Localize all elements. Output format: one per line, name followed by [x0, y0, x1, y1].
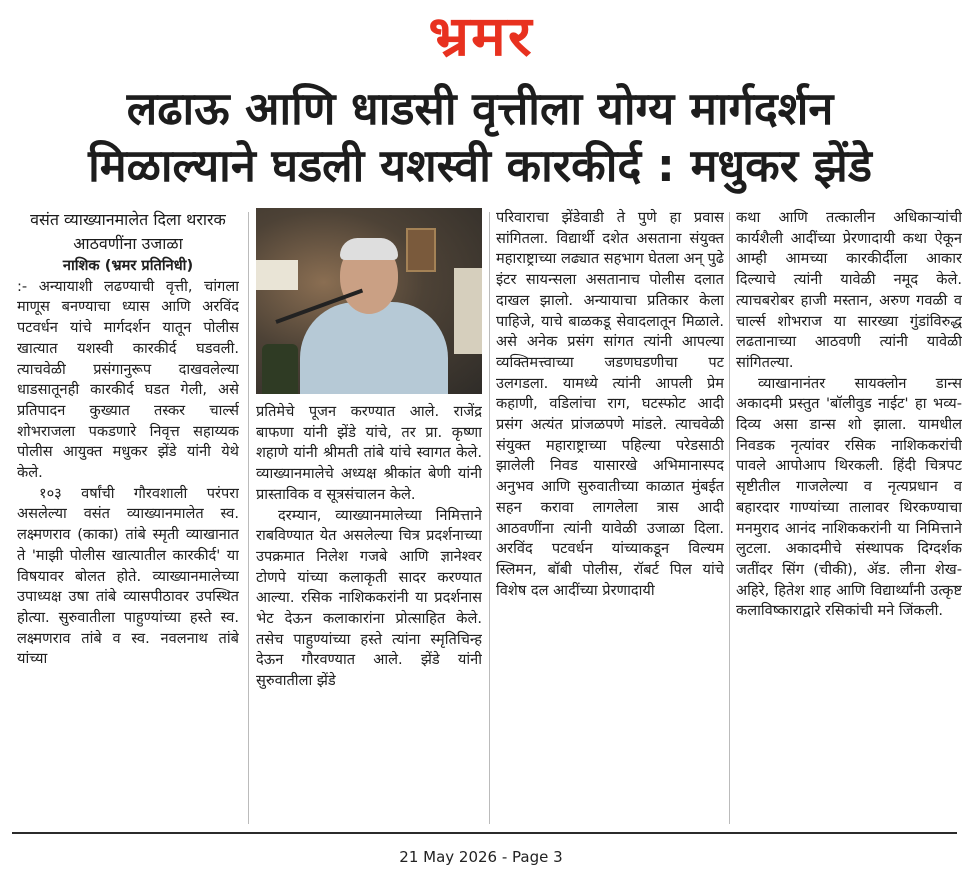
article-column-4	[736, 208, 962, 828]
headline	[30, 80, 930, 194]
paragraph: प्रतिमेचे पूजन करण्यात आले. राजेंद्र बाफणा यांनी झेंडे यांचे, तर प्रा. कृष्णा शहाणे यांनी श्रीमती तांबे यांचे स्वागत केले. व्याख्यानमालेचे अध्यक्ष श्रीकांत बेणी यांनी प्रास्ताविक व सूत्रसंचालन केले.	[256, 403, 482, 503]
paragraph: परिवाराचा झेंडेवाडी ते पुणे हा प्रवास सांगितला. विद्यार्थी दशेत असताना संयुक्त महाराष्ट्राच्या लढ्यात सहभाग घेतला अन् पुढे इंटर सायन्सला असतानाच पोलीस दलात दाखल झालो. अन्यायाचा प्रतिकार केला पाहिजे, याचे बाळकडू सेवादलातून मिळाले. असे अनेक प्रसंग सांगत त्यांनी आपल्या व्यक्तिमत्त्वाच्या जडणघडणीचा पट उलगडला. यामध्ये त्यांनी आपली प्रेम कहाणी, वडिलांचा राग, घटस्फोट आदी प्रसंग अत्यंत प्रांजळपणे मांडले. त्याचवेळी संयुक्त महाराष्ट्राच्या पहिल्या परेडसाठी झालेली निवड यासारखे अभिमानास्पद अनुभव आणि सुरुवातीच्या काळात मुंबईत सहन करावा लागलेला त्रास आदी आठवणींना त्यांनी यावेळी उजाळा दिला. अरविंद पटवर्धन यांच्याकडून विल्यम स्लिमन, बॉबी पोलीस, रॉबर्ट पिल यांचे विशेष दल आदींच्या प्रेरणादायी	[496, 209, 724, 599]
paragraph: कथा आणि तत्कालीन अधिकाऱ्यांची कार्यशैली आदींच्या प्रेरणादायी कथा ऐकून आम्ही आमच्या कारकीर्दीला आकार दिल्याचे त्यांनी यावेळी नमूद केले. त्याचबरोबर हाजी मस्तान, अरुण गवळी व चार्ल्स शोभराज या सारख्या गुंडांविरुद्ध लढतानाच्या आठवणी त्यांनी यावेळी सांगितल्या.	[736, 209, 962, 371]
subheadline: वसंत व्याख्यानमालेत दिला थरारक आठवणींना उजाळा	[30, 210, 226, 253]
paragraph: दरम्यान, व्याख्यानमालेच्या निमित्ताने राबविण्यात येत असलेल्या चित्र प्रदर्शनाच्या उपक्रमात निलेश गजबे आणि ज्ञानेश्वर टोणपे यांच्या कलाकृती सादर करण्यात आल्या. रसिक नाशिककरांनी या प्रदर्शनास भेट देऊन कलाकारांना प्रोत्साहित केले. तसेच पाहुण्यांच्या हस्ते त्यांना स्मृतिचिन्ह देऊन गौरवण्यात आले. झेंडे यांनी सुरुवातीला झेंडे	[256, 506, 482, 690]
column-divider	[489, 212, 490, 824]
headline-line-2: मिळाल्याने घडली यशस्वी कारकीर्द : मधुकर झेंडे	[88, 139, 872, 192]
paragraph: व्याखानानंतर सायक्लोन डान्स अकादमी प्रस्तुत 'बॉलीवुड नाईट' हा भव्य- दिव्य असा डान्स शो झाला. यामधील निवडक नृत्यांवर रसिक नाशिककरांची पावले आपोआप थिरकली. हिंदी चित्रपट सृष्टीतील गाजलेल्या व नृत्यप्रधान व बहारदार गाण्यांच्या तालावर थिरकण्याचा मनमुराद आनंद नाशिककरांनी या निमित्ताने लुटला. अकादमीचे संस्थापक दिग्दर्शक जतींदर सिंग (चीकी), ॲड. लीना शेख- अहिरे, हितेश शाह आणि विद्यार्थ्यांनी उत्कृष्ट कलाविष्काराद्वारे रसिकांची मने जिंकली.	[736, 374, 962, 620]
dateline: नाशिक (भ्रमर प्रतिनिधी)	[62, 257, 194, 274]
column-divider	[248, 212, 249, 824]
headline-line-1: लढाऊ आणि धाडसी वृत्तीला योग्य मार्गदर्शन	[126, 82, 834, 135]
article-column-3	[496, 208, 724, 828]
article-body	[12, 208, 960, 828]
speaker-photo	[256, 208, 482, 394]
page-footer: 21 May 2026 - Page 3	[399, 848, 563, 866]
article-column-2	[256, 208, 482, 828]
paragraph: :- अन्यायाशी लढण्याची वृत्ती, चांगला माणूस बनण्याचा ध्यास आणि अरविंद पटवर्धन यांचे मार्गदर्शन यातून पोलीस खात्यात यशस्वी कारकीर्द घडवली. त्याचवेळी प्रसंगानुरूप दाखवलेल्या धाडसातूनही कारकीर्द घडत गेली, असे प्रतिपादन कुख्यात तस्कर चार्ल्स शोभराजला पकडणारे निवृत्त सहाय्यक पोलीस आयुक्त मधुकर झेंडे यांनी येथे केले.	[17, 277, 239, 482]
article-column-1	[17, 208, 239, 828]
masthead	[0, 0, 962, 72]
paragraph: १०३ वर्षांची गौरवशाली परंपरा असलेल्या वसंत व्याख्यानमालेत स्व. लक्ष्मणराव (काका) तांबे स्मृती व्याखानात ते 'माझी पोलीस खात्यातील कारकीर्द' या विषयावर बोलत होते. व्याख्यानमालेच्या उपाध्यक्ष उषा तांबे व्यासपीठावर उपस्थित होत्या. सुरुवातीला पाहुण्यांच्या हस्ते स्व. लक्ष्मणराव तांबे व स्व. नवलनाथ तांबे यांच्या	[17, 484, 239, 668]
column-divider	[729, 212, 730, 824]
bottom-rule	[12, 832, 957, 834]
newspaper-logo: भ्रमर	[428, 3, 534, 69]
